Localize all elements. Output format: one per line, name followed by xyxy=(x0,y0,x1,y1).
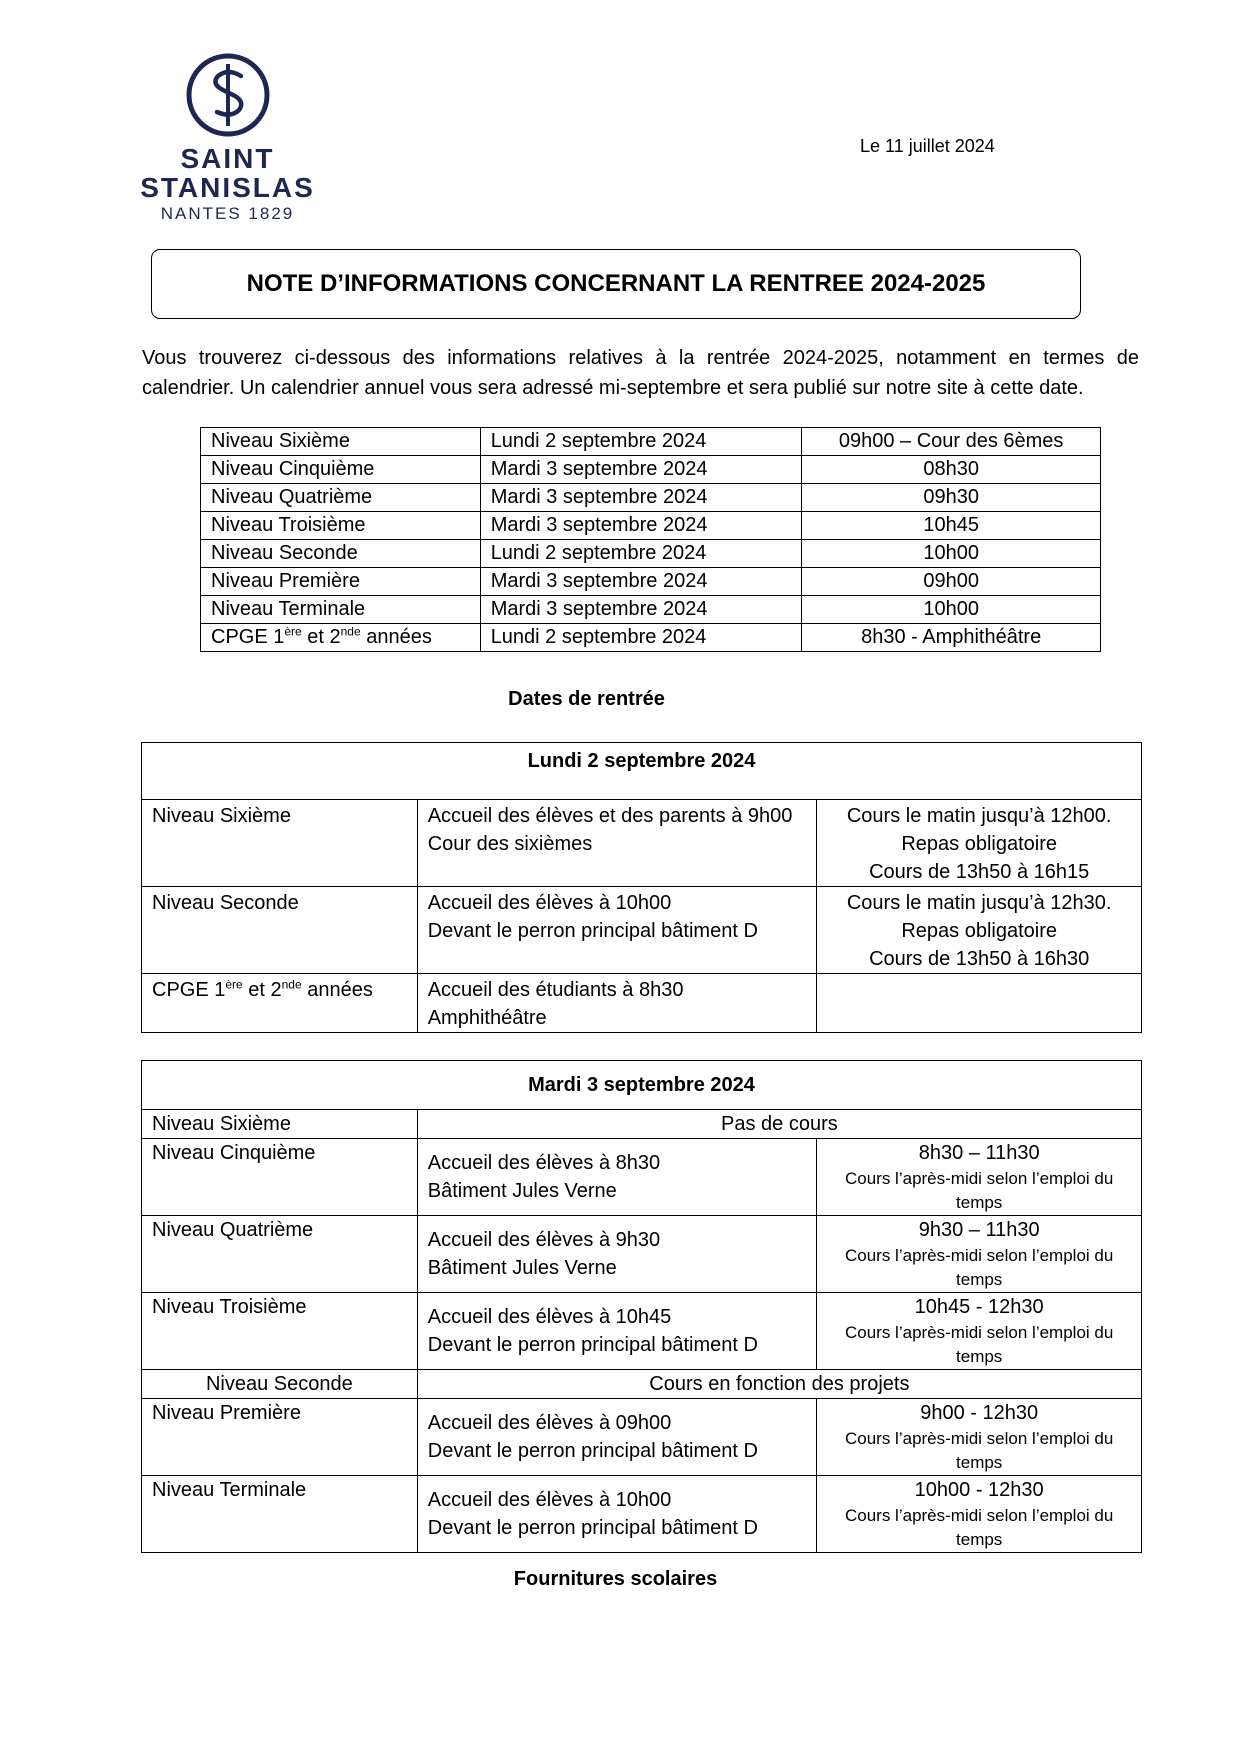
tuesday-level: Niveau Première xyxy=(142,1399,418,1476)
info-line: Cours de 13h50 à 16h30 xyxy=(869,948,1090,970)
table-row xyxy=(142,743,1142,800)
table-row xyxy=(201,484,1101,512)
schedule-note: Cours l’après-midi selon l’emploi du temps xyxy=(844,1506,1114,1549)
level-sup-2: nde xyxy=(281,977,302,992)
welcome-line: Devant le perron principal bâtiment D xyxy=(427,1334,758,1356)
summary-date: Mardi 3 septembre 2024 xyxy=(480,596,802,624)
welcome-line: Devant le perron principal bâtiment D xyxy=(427,1440,758,1462)
tuesday-note: Pas de cours xyxy=(417,1110,1141,1139)
monday-level: Niveau Sixième xyxy=(142,800,418,887)
summary-time: 09h30 xyxy=(802,484,1101,512)
schedule-note: Cours l’après-midi selon l’emploi du temps xyxy=(844,1169,1114,1212)
summary-level: Niveau Quatrième xyxy=(201,484,481,512)
summary-level xyxy=(201,624,481,652)
tuesday-schedule xyxy=(817,1139,1142,1216)
tuesday-schedule xyxy=(817,1476,1142,1553)
table-row xyxy=(142,887,1142,974)
info-line: Repas obligatoire xyxy=(901,920,1057,942)
tuesday-level: Niveau Seconde xyxy=(142,1370,418,1399)
schedule-time: 9h00 - 12h30 xyxy=(920,1402,1039,1424)
summary-level: Niveau Seconde xyxy=(201,540,481,568)
table-row xyxy=(142,1293,1142,1370)
info-line: Repas obligatoire xyxy=(901,833,1057,855)
monday-level: Niveau Seconde xyxy=(142,887,418,974)
tuesday-level: Niveau Terminale xyxy=(142,1476,418,1553)
table-row xyxy=(142,1061,1142,1110)
info-line: Cours le matin jusqu’à 12h30. xyxy=(846,892,1112,914)
summary-date: Lundi 2 septembre 2024 xyxy=(480,428,802,456)
summary-time: 10h00 xyxy=(802,540,1101,568)
table-row xyxy=(142,1370,1142,1399)
schedule-time: 10h45 - 12h30 xyxy=(914,1296,1044,1318)
summary-date: Lundi 2 septembre 2024 xyxy=(480,624,802,652)
summary-date: Mardi 3 septembre 2024 xyxy=(480,512,802,540)
dates-caption-text: Dates de rentrée xyxy=(508,688,665,710)
tuesday-level: Niveau Quatrième xyxy=(142,1216,418,1293)
schedule-note: Cours l’après-midi selon l’emploi du temps xyxy=(844,1429,1114,1472)
table-row xyxy=(142,1476,1142,1553)
logo-line-stanislas: STANISLAS xyxy=(140,172,315,203)
level-suffix: années xyxy=(360,626,432,648)
table-row xyxy=(142,1399,1142,1476)
tuesday-level: Niveau Troisième xyxy=(142,1293,418,1370)
tuesday-header: Mardi 3 septembre 2024 xyxy=(142,1061,1142,1110)
summary-level: Niveau Sixième xyxy=(201,428,481,456)
monday-table xyxy=(141,742,1142,1033)
summary-date: Lundi 2 septembre 2024 xyxy=(480,540,802,568)
monday-welcome xyxy=(417,887,817,974)
table-row xyxy=(142,1110,1142,1139)
intro-paragraph: Vous trouverez ci-dessous des informations relatives à la rentrée 2024-2025, notamment en termes de calendrier. Un calendrier annuel vous sera adressé mi-septembre et sera publié sur notre site à cette date. xyxy=(142,347,1139,399)
supplies-caption-text: Fournitures scolaires xyxy=(513,1568,718,1590)
welcome-line: Accueil des élèves à 10h00 xyxy=(427,1489,672,1511)
table-row xyxy=(201,456,1101,484)
summary-level: Niveau Cinquième xyxy=(201,456,481,484)
table-row xyxy=(201,624,1101,652)
summary-time: 09h00 – Cour des 6èmes xyxy=(802,428,1101,456)
monday-welcome xyxy=(417,974,817,1033)
tuesday-schedule xyxy=(817,1399,1142,1476)
welcome-line: Accueil des élèves à 09h00 xyxy=(427,1412,672,1434)
logo-line-nantes: NANTES 1829 xyxy=(160,204,295,223)
level-sup-1: ère xyxy=(284,624,302,639)
summary-date: Mardi 3 septembre 2024 xyxy=(480,456,802,484)
tuesday-level: Niveau Sixième xyxy=(142,1110,418,1139)
welcome-line: Accueil des élèves et des parents à 9h00 xyxy=(427,805,793,827)
welcome-line: Accueil des élèves à 9h30 xyxy=(427,1229,661,1251)
summary-level: Niveau Première xyxy=(201,568,481,596)
summary-level: Niveau Troisième xyxy=(201,512,481,540)
info-line: Cours de 13h50 à 16h15 xyxy=(869,861,1090,883)
schedule-time: 10h00 - 12h30 xyxy=(914,1479,1044,1501)
summary-date: Mardi 3 septembre 2024 xyxy=(480,484,802,512)
table-row xyxy=(201,512,1101,540)
level-sup-2: nde xyxy=(340,624,361,639)
tuesday-welcome xyxy=(417,1399,817,1476)
welcome-line: Bâtiment Jules Verne xyxy=(427,1180,617,1202)
logo-line-saint: SAINT xyxy=(180,143,275,174)
summary-time: 10h45 xyxy=(802,512,1101,540)
tuesday-level: Niveau Cinquième xyxy=(142,1139,418,1216)
monday-info xyxy=(817,887,1142,974)
table-row xyxy=(142,1216,1142,1293)
tuesday-welcome xyxy=(417,1476,817,1553)
level-mid: et 2 xyxy=(242,979,282,1001)
summary-time: 08h30 xyxy=(802,456,1101,484)
summary-time: 8h30 - Amphithéâtre xyxy=(802,624,1101,652)
welcome-line: Devant le perron principal bâtiment D xyxy=(427,1517,758,1539)
level-prefix: CPGE 1 xyxy=(211,626,285,648)
monday-welcome xyxy=(417,800,817,887)
tuesday-table xyxy=(141,1060,1142,1553)
summary-level: Niveau Terminale xyxy=(201,596,481,624)
tuesday-welcome xyxy=(417,1139,817,1216)
monday-info-empty xyxy=(817,974,1142,1033)
welcome-line: Accueil des élèves à 10h00 xyxy=(427,892,672,914)
table-row xyxy=(142,800,1142,887)
dates-caption xyxy=(0,688,1241,711)
tuesday-welcome xyxy=(417,1293,817,1370)
document-date: Le 11 juillet 2024 xyxy=(860,136,995,156)
summary-time: 09h00 xyxy=(802,568,1101,596)
welcome-line: Accueil des élèves à 10h45 xyxy=(427,1306,672,1328)
summary-time: 10h00 xyxy=(802,596,1101,624)
welcome-line: Cour des sixièmes xyxy=(427,833,593,855)
tuesday-schedule xyxy=(817,1293,1142,1370)
document-title xyxy=(151,249,1081,319)
summary-date: Mardi 3 septembre 2024 xyxy=(480,568,802,596)
schedule-note: Cours l’après-midi selon l’emploi du temps xyxy=(844,1323,1114,1366)
schedule-note: Cours l’après-midi selon l’emploi du temps xyxy=(844,1246,1114,1289)
supplies-caption xyxy=(0,1568,1241,1591)
table-row xyxy=(142,974,1142,1033)
level-mid: et 2 xyxy=(301,626,341,648)
document-title-text: NOTE D’INFORMATIONS CONCERNANT LA RENTREE 2024-2025 xyxy=(246,270,986,297)
level-prefix: CPGE 1 xyxy=(152,979,226,1001)
schedule-time: 8h30 – 11h30 xyxy=(918,1142,1040,1164)
welcome-line: Bâtiment Jules Verne xyxy=(427,1257,617,1279)
monday-info xyxy=(817,800,1142,887)
level-sup-1: ère xyxy=(225,977,243,992)
table-row xyxy=(201,540,1101,568)
monday-level xyxy=(142,974,418,1033)
saint-stanislas-emblem-icon xyxy=(185,52,271,138)
welcome-line: Devant le perron principal bâtiment D xyxy=(427,920,758,942)
info-line: Cours le matin jusqu’à 12h00. xyxy=(846,805,1112,827)
table-row xyxy=(201,596,1101,624)
monday-header: Lundi 2 septembre 2024 xyxy=(142,743,1142,800)
tuesday-note: Cours en fonction des projets xyxy=(417,1370,1141,1399)
tuesday-schedule xyxy=(817,1216,1142,1293)
welcome-line: Accueil des étudiants à 8h30 xyxy=(427,979,684,1001)
table-row xyxy=(201,428,1101,456)
table-row xyxy=(142,1139,1142,1216)
summary-table xyxy=(200,427,1101,652)
welcome-line: Accueil des élèves à 8h30 xyxy=(427,1152,661,1174)
schedule-time: 9h30 – 11h30 xyxy=(918,1219,1040,1241)
welcome-line: Amphithéâtre xyxy=(427,1007,547,1029)
level-suffix: années xyxy=(301,979,373,1001)
tuesday-welcome xyxy=(417,1216,817,1293)
table-row xyxy=(201,568,1101,596)
school-logo xyxy=(140,50,315,225)
